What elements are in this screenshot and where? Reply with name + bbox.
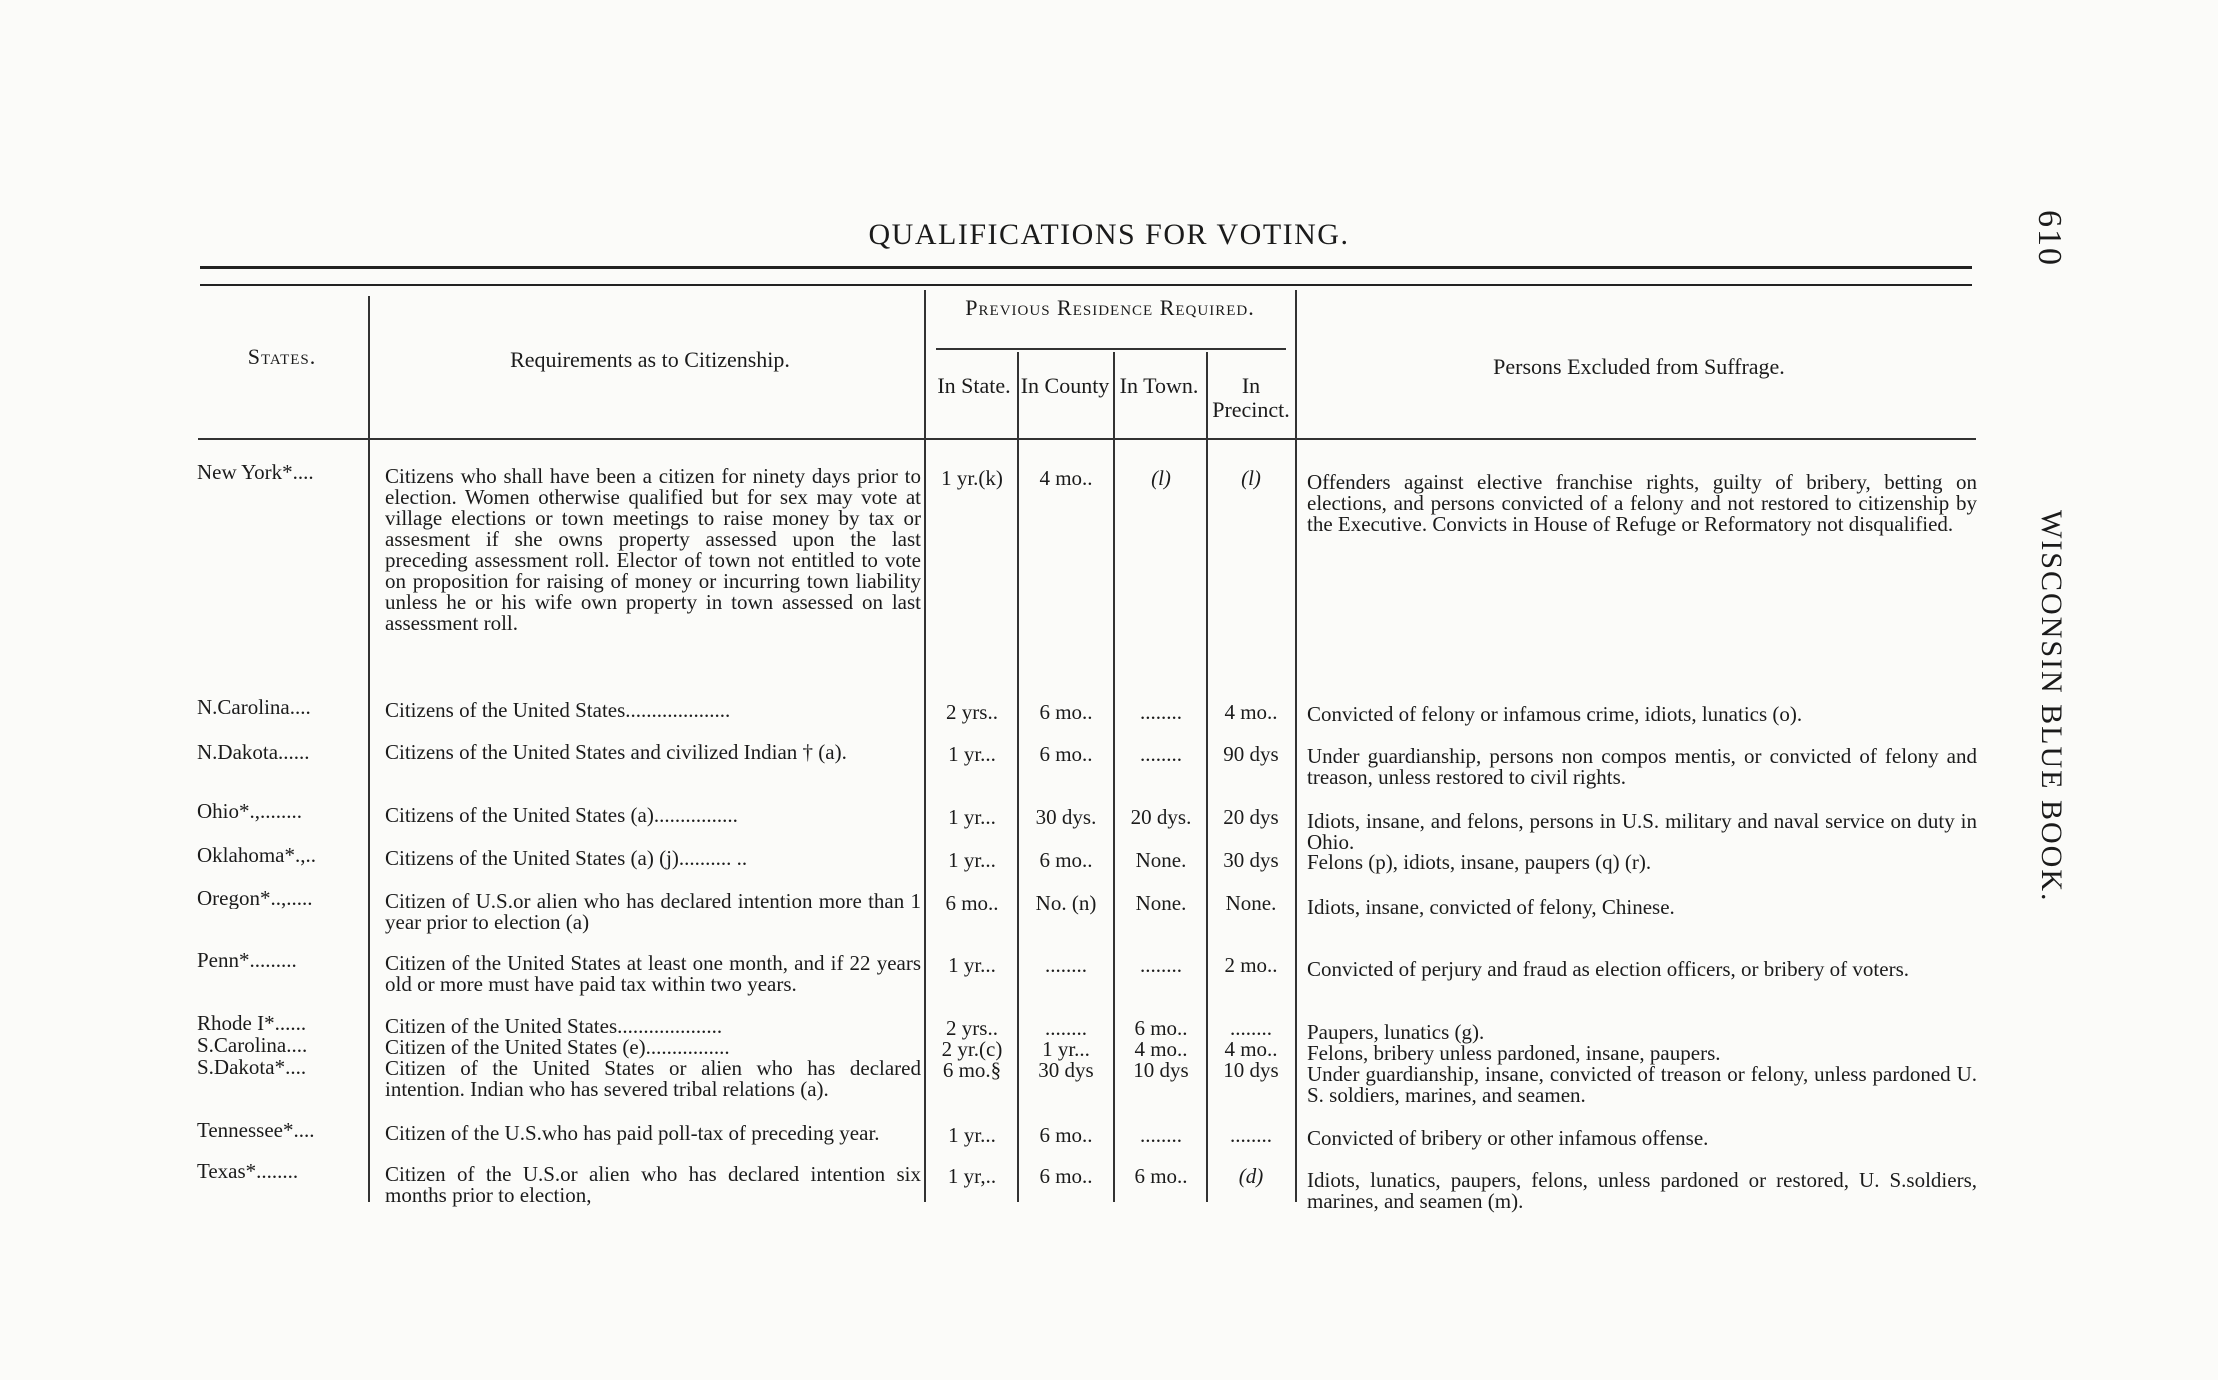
row-in-state: 1 yr,.. [947,1164,997,1188]
book-title: WISCONSIN BLUE BOOK. [2035,510,2068,903]
row-state: Texas*........ [197,1161,299,1182]
row-state: Ohio*.,........ [197,801,302,822]
row-citizenship: Citizen of the U.S.who has paid poll-tax of preceding year. [385,1121,880,1145]
row-in-state: 1 yr... [948,1123,996,1147]
row-citizenship: Citizens of the United States (a)................ [385,803,738,827]
row-in-town: 6 mo.. [1134,1016,1188,1040]
row-citizenship: Citizens of the United States and civilized Indian † (a). [385,740,847,764]
header-in-precinct: In Precinct. [1212,373,1290,422]
row-state: Tennessee*.... [197,1120,315,1141]
row-excluded: Felons, bribery unless pardoned, insane, paupers. [1307,1041,1721,1065]
row-in-county: ........ [1045,1016,1087,1040]
title-rule-thin [200,284,1972,286]
row-in-precinct: (l) [1241,466,1261,490]
row-state: N.Carolina.... [197,697,311,718]
row-in-county: ........ [1045,953,1087,977]
row-in-precinct: ........ [1230,1016,1272,1040]
row-in-state: 1 yr... [948,742,996,766]
row-citizenship: Citizen of the United States or alien who has declared intention. Indian who has severed tribal relations (a). [385,1056,921,1101]
row-in-county: 30 dys. [1035,805,1097,829]
table-divider-residence [1295,290,1297,1202]
row-in-county: 6 mo.. [1039,1164,1093,1188]
row-in-town: None. [1135,891,1187,915]
row-in-precinct: 30 dys [1223,848,1279,872]
row-in-state: 1 yr... [948,953,996,977]
row-in-county: 6 mo.. [1039,848,1093,872]
row-in-town: 4 mo.. [1134,1037,1188,1061]
row-excluded: Offenders against elective franchise rights, guilty of bribery, betting on elections, and persons convicted of a felony and not restored to citizenship by the Executive. Convicts in House of Refuge or Reformatory not disqualified. [1307,470,1977,536]
row-citizenship: Citizens of the United States.................... [385,698,731,722]
table-divider-state-col [1017,352,1019,1202]
page-number: 610 [2031,210,2068,267]
row-citizenship: Citizen of the United States (e)................ [385,1035,730,1059]
row-state: S.Carolina.... [197,1035,308,1056]
page-title: QUALIFICATIONS FOR VOTING. [868,218,1350,251]
row-excluded: Convicted of bribery or other infamous offense. [1307,1126,1709,1150]
row-excluded: Idiots, lunatics, paupers, felons, unless pardoned or restored, U. S.soldiers, marines, and seamen (m). [1307,1168,1977,1213]
title-rule-thick [200,266,1972,269]
row-in-state: 6 mo.§ [942,1058,1002,1082]
row-excluded: Under guardianship, persons non compos mentis, or convicted of felony and treason, unless restored to civil rights. [1307,744,1977,789]
row-in-state: 1 yr.(k) [941,466,1003,490]
row-in-town: 10 dys [1133,1058,1189,1082]
header-in-county: In County [1020,373,1110,398]
row-excluded: Idiots, insane, convicted of felony, Chinese. [1307,895,1675,919]
row-in-state: 6 mo.. [945,891,999,915]
row-in-town: (l) [1151,466,1171,490]
header-residence-group: Previous Residence Required. [965,295,1255,320]
row-in-county: 6 mo.. [1039,700,1093,724]
header-bottom-rule [198,438,1976,440]
row-state: N.Dakota...... [197,742,310,763]
row-in-precinct: 2 mo.. [1224,953,1278,977]
row-citizenship: Citizen of the United States.................... [385,1014,723,1038]
row-citizenship: Citizens who shall have been a citizen for ninety days prior to election. Women otherwise qualified but for sex may vote at village elections or town meetings to raise money by tax or assesment if she owns property assessed upon the last preceding assessment roll. Elector of town not entitled to vote on proposition for raising of money or incurring town liability unless he or his wife own property in town assessed on last assessment roll. [385,464,921,635]
row-citizenship: Citizen of U.S.or alien who has declared intention more than 1 year prior to election (a) [385,889,921,934]
row-in-state: 1 yr... [948,805,996,829]
row-state: New York*.... [197,462,314,483]
row-in-precinct: 10 dys [1223,1058,1279,1082]
row-in-precinct: 4 mo.. [1224,1037,1278,1061]
row-in-state: 2 yrs.. [946,700,998,724]
row-in-precinct: 20 dys [1223,805,1279,829]
row-in-town: ........ [1140,700,1182,724]
row-in-precinct: ........ [1230,1123,1272,1147]
header-citizenship: Requirements as to Citizenship. [510,347,790,372]
row-citizenship: Citizen of the United States at least one month, and if 22 years old or more must have paid tax within two years. [385,951,921,996]
row-in-town: ........ [1140,742,1182,766]
row-state: Oklahoma*.,.. [197,845,316,866]
row-state: Rhode I*...... [197,1013,307,1034]
row-in-precinct: 90 dys [1223,742,1279,766]
row-in-precinct: (d) [1238,1164,1264,1188]
table-divider-county-col [1113,352,1115,1202]
row-excluded: Convicted of felony or infamous crime, idiots, lunatics (o). [1307,702,1803,726]
row-excluded: Idiots, insane, and felons, persons in U.S. military and naval service on duty in Ohio. [1307,809,1977,854]
row-excluded: Felons (p), idiots, insane, paupers (q) (r). [1307,850,1652,874]
row-state: Penn*......... [197,950,297,971]
row-excluded: Convicted of perjury and fraud as election officers, or bribery of voters. [1307,957,1909,981]
row-in-town: None. [1135,848,1187,872]
header-excluded: Persons Excluded from Suffrage. [1493,354,1785,379]
row-excluded: Under guardianship, insane, convicted of treason or felony, unless pardoned U. S. soldiers, marines, and seamen. [1307,1062,1977,1107]
row-in-town: 20 dys. [1130,805,1192,829]
row-citizenship: Citizens of the United States (a) (j).......... .. [385,846,748,870]
row-in-state: 2 yrs.. [946,1016,998,1040]
header-rule-residence [936,348,1286,350]
table-divider-citizenship [924,290,926,1202]
row-citizenship: Citizen of the U.S.or alien who has declared intention six months prior to election, [385,1162,921,1207]
row-in-county: 6 mo.. [1039,742,1093,766]
row-in-precinct: None. [1225,891,1277,915]
row-in-town: 6 mo.. [1134,1164,1188,1188]
row-in-county: 4 mo.. [1039,466,1093,490]
row-in-county: No. (n) [1035,891,1097,915]
header-in-state: In State. [937,373,1011,398]
row-in-state: 2 yr.(c) [941,1037,1003,1061]
row-in-town: ........ [1140,953,1182,977]
row-in-state: 1 yr... [948,848,996,872]
row-in-precinct: 4 mo.. [1224,700,1278,724]
row-in-town: ........ [1140,1123,1182,1147]
header-states: States. [247,344,317,369]
row-in-county: 6 mo.. [1039,1123,1093,1147]
table-divider-states [368,296,370,1202]
row-state: Oregon*..,..... [197,888,313,909]
header-in-town: In Town. [1119,373,1199,398]
row-in-county: 30 dys [1038,1058,1094,1082]
row-in-county: 1 yr... [1042,1037,1090,1061]
row-state: S.Dakota*.... [197,1057,307,1078]
row-excluded: Paupers, lunatics (g). [1307,1020,1485,1044]
